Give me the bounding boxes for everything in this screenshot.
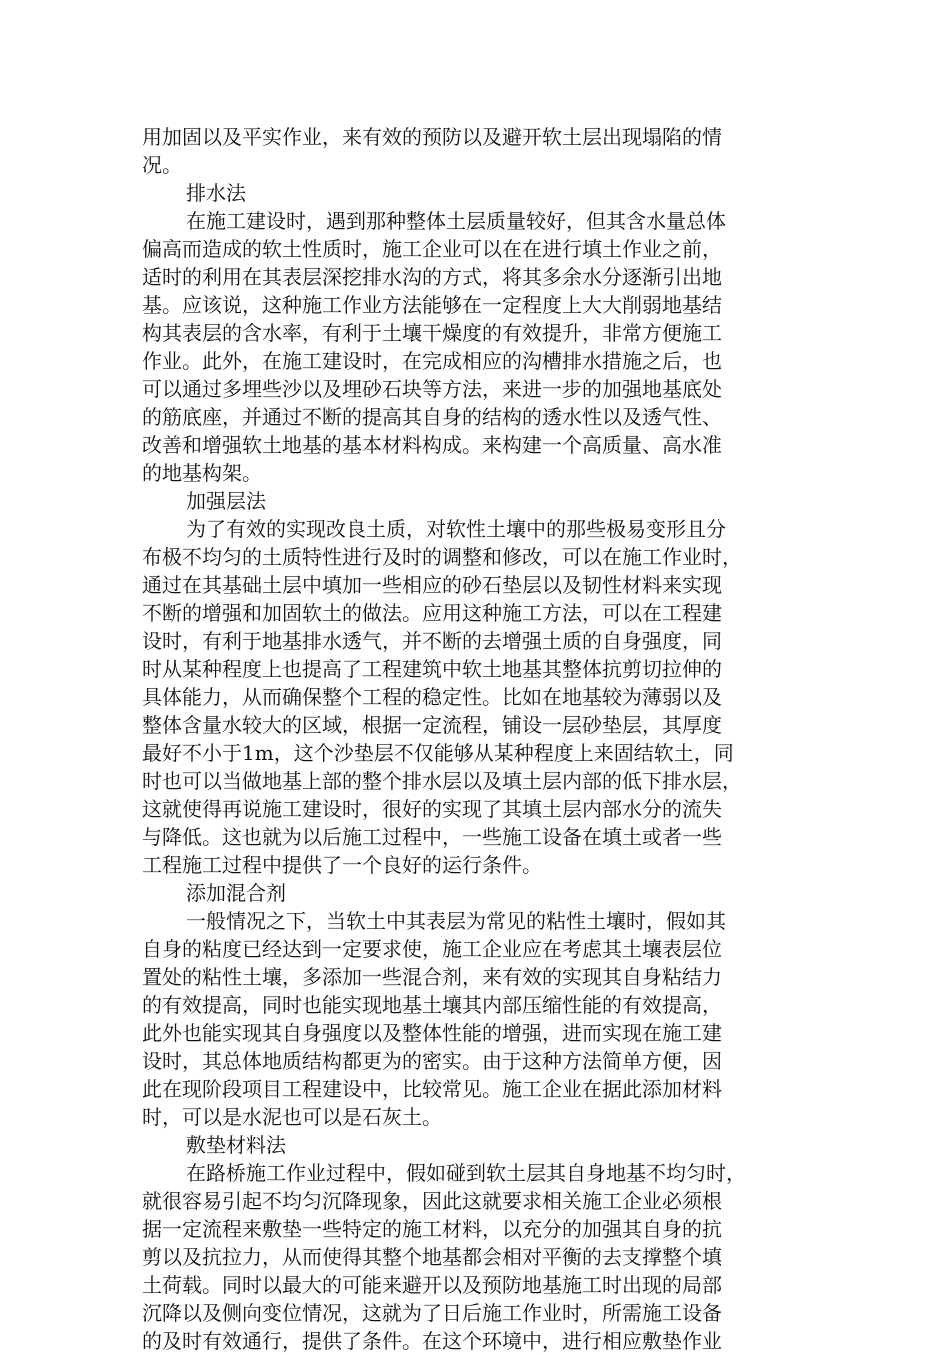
text-line: 在路桥施工作业过程中，假如碰到软土层其自身地基不均匀时，: [186, 1161, 746, 1185]
text-line: 的地基构架。: [142, 461, 262, 485]
text-line: 具体能力，从而确保整个工程的稳定性。比如在地基较为薄弱以及: [142, 685, 722, 709]
text-line: 可以通过多埋些沙以及埋砂石块等方法，来进一步的加强地基底处: [142, 377, 722, 401]
text-line: 一般情况之下，当软土中其表层为常见的粘性土壤时，假如其: [186, 909, 726, 933]
text-line: 适时的利用在其表层深挖排水沟的方式，将其多余水分逐渐引出地: [142, 265, 722, 289]
paragraph: [142, 907, 810, 1131]
text-line: 此外也能实现其自身强度以及整体性能的增强，进而实现在施工建: [142, 1021, 722, 1045]
heading-text: 加强层法: [186, 489, 266, 513]
text-line: 据一定流程来敷垫一些特定的施工材料，以充分的加强其自身的抗: [142, 1217, 722, 1241]
text-line: 基。应该说，这种施工作业方法能够在一定程度上大大削弱地基结: [142, 293, 722, 317]
text-line: 沉降以及侧向变位情况，这就为了日后施工作业时，所需施工设备: [142, 1301, 722, 1325]
text-line: 的有效提高，同时也能实现地基土壤其内部压缩性能的有效提高，: [142, 993, 722, 1017]
text-line: 整体含量水较大的区域，根据一定流程，铺设一层砂垫层，其厚度: [142, 713, 722, 737]
text-line: 改善和增强软土地基的基本材料构成。来构建一个高质量、高水准: [142, 433, 722, 457]
paragraph: [142, 123, 810, 179]
heading-text: 敷垫材料法: [186, 1133, 286, 1157]
text-line: 通过在其基础土层中填加一些相应的砂石垫层以及韧性材料来实现: [142, 573, 722, 597]
text-line: 不断的增强和加固软土的做法。应用这种施工方法，可以在工程建: [142, 601, 722, 625]
text-line: 时也可以当做地基上部的整个排水层以及填土层内部的低下排水层，: [142, 769, 742, 793]
section-heading: [142, 879, 810, 907]
text-line: 设时，有利于地基排水透气，并不断的去增强土质的自身强度，同: [142, 629, 722, 653]
text-line: 自身的粘度已经达到一定要求使，施工企业应在考虑其土壤表层位: [142, 937, 722, 961]
text-line: 最好不小于1m，这个沙垫层不仅能够从某种程度上来固结软土，同: [142, 741, 734, 765]
heading-text: 添加混合剂: [186, 881, 286, 905]
document-body: [142, 123, 810, 1355]
text-line: 此在现阶段项目工程建设中，比较常见。施工企业在据此添加材料: [142, 1077, 722, 1101]
text-line: 的及时有效通行，提供了条件。在这个环境中，进行相应敷垫作业: [142, 1329, 722, 1353]
section-heading: [142, 179, 810, 207]
text-line: 用加固以及平实作业，来有效的预防以及避开软土层出现塌陷的情: [142, 125, 722, 149]
text-line: 工程施工过程中提供了一个良好的运行条件。: [142, 853, 542, 877]
text-line: 偏高而造成的软土性质时，施工企业可以在在进行填土作业之前，: [142, 237, 722, 261]
text-line: 与降低。这也就为以后施工过程中，一些施工设备在填土或者一些: [142, 825, 722, 849]
text-line: 剪以及抗拉力，从而使得其整个地基都会相对平衡的去支撑整个填: [142, 1245, 722, 1269]
text-line: 在施工建设时，遇到那种整体土层质量较好，但其含水量总体: [186, 209, 726, 233]
text-line: 构其表层的含水率，有利于土壤干燥度的有效提升，非常方便施工: [142, 321, 722, 345]
text-line: 就很容易引起不均匀沉降现象，因此这就要求相关施工企业必须根: [142, 1189, 722, 1213]
text-line: 土荷载。同时以最大的可能来避开以及预防地基施工时出现的局部: [142, 1273, 722, 1297]
text-line: 时从某种程度上也提高了工程建筑中软土地基其整体抗剪切拉伸的: [142, 657, 722, 681]
text-line: 设时，其总体地质结构都更为的密实。由于这种方法简单方便，因: [142, 1049, 722, 1073]
paragraph: [142, 1159, 810, 1355]
text-line: 时，可以是水泥也可以是石灰土。: [142, 1105, 442, 1129]
text-line: 的筋底座，并通过不断的提高其自身的结构的透水性以及透气性、: [142, 405, 722, 429]
heading-text: 排水法: [186, 181, 246, 205]
section-heading: [142, 1131, 810, 1159]
section-heading: [142, 487, 810, 515]
text-line: 布极不均匀的土质特性进行及时的调整和修改，可以在施工作业时，: [142, 545, 742, 569]
text-line: 况。: [142, 153, 182, 177]
text-line: 为了有效的实现改良土质，对软性土壤中的那些极易变形且分: [186, 517, 726, 541]
paragraph: [142, 515, 810, 879]
text-line: 置处的粘性土壤，多添加一些混合剂，来有效的实现其自身粘结力: [142, 965, 722, 989]
text-line: 这就使得再说施工建设时，很好的实现了其填土层内部水分的流失: [142, 797, 722, 821]
paragraph: [142, 207, 810, 487]
text-line: 作业。此外，在施工建设时，在完成相应的沟槽排水措施之后，也: [142, 349, 722, 373]
